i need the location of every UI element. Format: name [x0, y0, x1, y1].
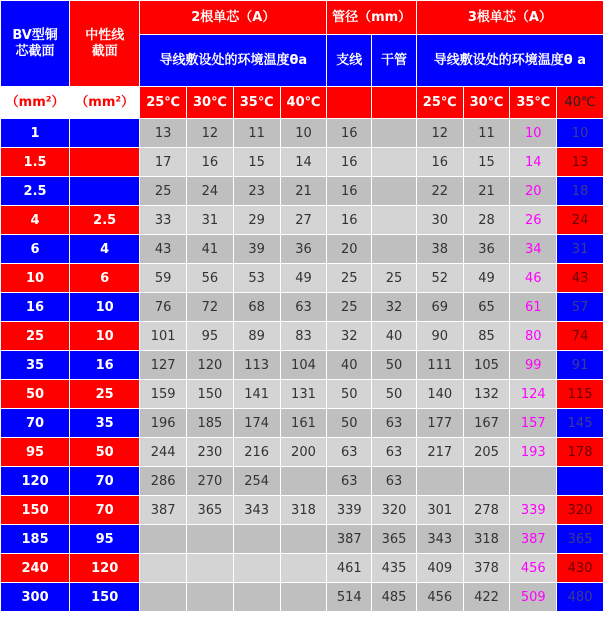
table-row [1, 264, 604, 293]
cell-2core-0: 13 [140, 119, 187, 148]
cell-2core-2 [233, 525, 280, 554]
table-row [1, 235, 604, 264]
table-row [1, 177, 604, 206]
cell-3core-0: 16 [416, 148, 463, 177]
cell-3core-1: 21 [463, 177, 510, 206]
cell-pipe-0: 63 [327, 467, 372, 496]
table-row [1, 380, 604, 409]
cell-section: 120 [1, 467, 70, 496]
header-section-line1: BV型铜 [12, 27, 58, 43]
table-row [1, 206, 604, 235]
header-pipe-branch: 支线 [327, 35, 372, 87]
cell-pipe-0: 339 [327, 496, 372, 525]
header-temp-2core-2: 35℃ [233, 87, 280, 119]
cell-neutral: 150 [70, 583, 140, 612]
cell-section: 6 [1, 235, 70, 264]
cell-section: 25 [1, 322, 70, 351]
cell-section: 1 [1, 119, 70, 148]
cell-neutral: 95 [70, 525, 140, 554]
cell-3core-2: 14 [510, 148, 557, 177]
cell-neutral [70, 177, 140, 206]
table-row [1, 438, 604, 467]
header-temp-2core-0: 25℃ [140, 87, 187, 119]
header-env-temp-2core: 导线敷设处的环境温度θa [140, 35, 327, 87]
cell-2core-3 [280, 583, 327, 612]
cell-pipe-0: 16 [327, 148, 372, 177]
cell-3core-1: 167 [463, 409, 510, 438]
cell-2core-0: 196 [140, 409, 187, 438]
cell-2core-2 [233, 554, 280, 583]
header-group-pipe: 管径（mm） [327, 1, 416, 35]
cell-3core-1: 132 [463, 380, 510, 409]
cell-3core-2: 20 [510, 177, 557, 206]
cell-3core-2: 99 [510, 351, 557, 380]
cell-2core-1: 150 [187, 380, 234, 409]
cell-3core-1: 205 [463, 438, 510, 467]
header-unit-neutral: （mm²） [70, 87, 140, 119]
cell-2core-0 [140, 583, 187, 612]
cell-2core-1: 24 [187, 177, 234, 206]
cell-3core-1: 85 [463, 322, 510, 351]
cell-neutral: 120 [70, 554, 140, 583]
cell-3core-1 [463, 467, 510, 496]
cell-3core-2: 339 [510, 496, 557, 525]
cell-3core-3: 24 [557, 206, 604, 235]
cell-pipe-0: 16 [327, 119, 372, 148]
cell-2core-3 [280, 467, 327, 496]
cell-pipe-1 [372, 206, 417, 235]
header-env-temp-3core: 导线敷设处的环境温度θ a [416, 35, 603, 87]
cell-2core-2: 29 [233, 206, 280, 235]
cell-section: 10 [1, 264, 70, 293]
cell-pipe-1 [372, 235, 417, 264]
cell-2core-2: 68 [233, 293, 280, 322]
cell-3core-3: 480 [557, 583, 604, 612]
cell-2core-3: 21 [280, 177, 327, 206]
cell-3core-0: 111 [416, 351, 463, 380]
cell-3core-2: 80 [510, 322, 557, 351]
cell-pipe-1: 365 [372, 525, 417, 554]
table-row [1, 148, 604, 177]
cell-3core-3: 178 [557, 438, 604, 467]
cell-3core-0: 38 [416, 235, 463, 264]
cell-2core-2: 53 [233, 264, 280, 293]
table-row [1, 496, 604, 525]
cell-pipe-0: 514 [327, 583, 372, 612]
cell-3core-3: 43 [557, 264, 604, 293]
header-row-3 [1, 87, 604, 119]
cell-neutral: 10 [70, 322, 140, 351]
cell-2core-2: 89 [233, 322, 280, 351]
cell-3core-3: 91 [557, 351, 604, 380]
cell-2core-3: 131 [280, 380, 327, 409]
cell-2core-2: 216 [233, 438, 280, 467]
cell-3core-3: 115 [557, 380, 604, 409]
cell-2core-2: 15 [233, 148, 280, 177]
cell-3core-3: 430 [557, 554, 604, 583]
table-row [1, 554, 604, 583]
cell-pipe-0: 63 [327, 438, 372, 467]
cell-neutral: 25 [70, 380, 140, 409]
cell-3core-3: 13 [557, 148, 604, 177]
cell-pipe-1: 320 [372, 496, 417, 525]
cell-section: 185 [1, 525, 70, 554]
header-temp-3core-0: 25℃ [416, 87, 463, 119]
cell-3core-2: 46 [510, 264, 557, 293]
cell-pipe-1 [372, 119, 417, 148]
cell-2core-2: 23 [233, 177, 280, 206]
cell-2core-3: 10 [280, 119, 327, 148]
cell-3core-0: 217 [416, 438, 463, 467]
cell-pipe-1: 63 [372, 438, 417, 467]
header-pipe-blank-1 [327, 87, 372, 119]
cell-2core-3 [280, 554, 327, 583]
table-row [1, 351, 604, 380]
cell-3core-1: 28 [463, 206, 510, 235]
header-row-1 [1, 1, 604, 35]
cell-section: 150 [1, 496, 70, 525]
cell-2core-0: 33 [140, 206, 187, 235]
cell-pipe-0: 50 [327, 380, 372, 409]
cell-3core-3 [557, 467, 604, 496]
cell-2core-2: 39 [233, 235, 280, 264]
header-neutral [70, 1, 140, 87]
cell-3core-1: 36 [463, 235, 510, 264]
cell-2core-2: 343 [233, 496, 280, 525]
cell-2core-0: 387 [140, 496, 187, 525]
cell-pipe-1: 435 [372, 554, 417, 583]
cell-3core-2: 387 [510, 525, 557, 554]
cell-3core-1: 318 [463, 525, 510, 554]
cell-neutral: 70 [70, 467, 140, 496]
cell-3core-0: 30 [416, 206, 463, 235]
header-group-2core: 2根单芯（A） [140, 1, 327, 35]
cell-2core-0: 244 [140, 438, 187, 467]
cell-2core-3: 318 [280, 496, 327, 525]
cell-section: 70 [1, 409, 70, 438]
cell-2core-0: 25 [140, 177, 187, 206]
header-temp-3core-3: 40℃ [557, 87, 604, 119]
header-temp-3core-2: 35℃ [510, 87, 557, 119]
cell-2core-0: 286 [140, 467, 187, 496]
cell-neutral: 2.5 [70, 206, 140, 235]
cell-3core-3: 57 [557, 293, 604, 322]
cell-2core-2: 11 [233, 119, 280, 148]
cell-2core-2: 174 [233, 409, 280, 438]
cell-2core-3: 161 [280, 409, 327, 438]
cell-pipe-1: 25 [372, 264, 417, 293]
cell-neutral: 16 [70, 351, 140, 380]
header-pipe-blank-2 [372, 87, 417, 119]
cell-neutral: 4 [70, 235, 140, 264]
cell-pipe-0: 16 [327, 177, 372, 206]
cell-2core-0: 17 [140, 148, 187, 177]
cell-3core-0: 52 [416, 264, 463, 293]
cell-pipe-0: 40 [327, 351, 372, 380]
header-temp-3core-1: 30℃ [463, 87, 510, 119]
cell-2core-3: 27 [280, 206, 327, 235]
cell-3core-1: 49 [463, 264, 510, 293]
cell-pipe-0: 20 [327, 235, 372, 264]
table-row [1, 409, 604, 438]
cell-2core-1: 56 [187, 264, 234, 293]
header-group-3core: 3根单芯（A） [416, 1, 603, 35]
table-row [1, 525, 604, 554]
cell-2core-3: 36 [280, 235, 327, 264]
cell-3core-0: 22 [416, 177, 463, 206]
cell-2core-3: 104 [280, 351, 327, 380]
cell-2core-1: 185 [187, 409, 234, 438]
cell-2core-2: 254 [233, 467, 280, 496]
cell-2core-1 [187, 554, 234, 583]
cell-2core-3: 49 [280, 264, 327, 293]
cell-pipe-0: 387 [327, 525, 372, 554]
cell-3core-2 [510, 467, 557, 496]
cell-3core-1: 422 [463, 583, 510, 612]
cell-2core-2 [233, 583, 280, 612]
header-neutral-line1: 中性线 [85, 27, 125, 43]
cell-pipe-1: 485 [372, 583, 417, 612]
cell-2core-1: 270 [187, 467, 234, 496]
cell-pipe-0: 32 [327, 322, 372, 351]
cell-2core-0: 59 [140, 264, 187, 293]
cell-3core-3: 320 [557, 496, 604, 525]
cell-3core-3: 365 [557, 525, 604, 554]
cell-pipe-0: 25 [327, 293, 372, 322]
cell-2core-1: 31 [187, 206, 234, 235]
cell-2core-3: 83 [280, 322, 327, 351]
cell-2core-0: 76 [140, 293, 187, 322]
cell-2core-1: 230 [187, 438, 234, 467]
table-row [1, 322, 604, 351]
header-temp-2core-1: 30℃ [187, 87, 234, 119]
cell-3core-0: 140 [416, 380, 463, 409]
cell-neutral [70, 148, 140, 177]
table-row [1, 583, 604, 612]
cell-2core-0: 159 [140, 380, 187, 409]
cell-pipe-1 [372, 148, 417, 177]
cell-3core-2: 124 [510, 380, 557, 409]
header-pipe-main: 干管 [372, 35, 417, 87]
cell-2core-1 [187, 525, 234, 554]
cell-section: 50 [1, 380, 70, 409]
header-neutral-line2: 截面 [91, 43, 118, 59]
cell-pipe-0: 50 [327, 409, 372, 438]
cell-pipe-0: 461 [327, 554, 372, 583]
cell-3core-3: 145 [557, 409, 604, 438]
cell-section: 300 [1, 583, 70, 612]
cell-pipe-1: 40 [372, 322, 417, 351]
cell-section: 16 [1, 293, 70, 322]
cell-2core-0 [140, 554, 187, 583]
cell-2core-0: 43 [140, 235, 187, 264]
table-row [1, 293, 604, 322]
cell-2core-1: 16 [187, 148, 234, 177]
table-row [1, 119, 604, 148]
cell-3core-1: 65 [463, 293, 510, 322]
cell-section: 2.5 [1, 177, 70, 206]
cell-neutral [70, 119, 140, 148]
cell-2core-2: 113 [233, 351, 280, 380]
header-section-line2: 芯截面 [15, 43, 55, 59]
cell-neutral: 10 [70, 293, 140, 322]
cell-3core-2: 157 [510, 409, 557, 438]
cell-3core-2: 61 [510, 293, 557, 322]
cell-3core-0 [416, 467, 463, 496]
cell-neutral: 70 [70, 496, 140, 525]
cell-neutral: 6 [70, 264, 140, 293]
cell-pipe-0: 25 [327, 264, 372, 293]
cell-3core-2: 34 [510, 235, 557, 264]
cell-2core-0: 101 [140, 322, 187, 351]
cell-2core-1: 72 [187, 293, 234, 322]
cell-pipe-0: 16 [327, 206, 372, 235]
cell-2core-0 [140, 525, 187, 554]
cell-2core-3 [280, 525, 327, 554]
cell-section: 1.5 [1, 148, 70, 177]
cell-3core-0: 456 [416, 583, 463, 612]
cell-2core-3: 14 [280, 148, 327, 177]
cell-neutral: 50 [70, 438, 140, 467]
cell-neutral: 35 [70, 409, 140, 438]
cell-pipe-1: 63 [372, 409, 417, 438]
cell-pipe-1: 50 [372, 380, 417, 409]
cell-3core-0: 177 [416, 409, 463, 438]
cell-2core-1 [187, 583, 234, 612]
cell-3core-1: 11 [463, 119, 510, 148]
cell-2core-1: 41 [187, 235, 234, 264]
cell-3core-2: 26 [510, 206, 557, 235]
cell-pipe-1 [372, 177, 417, 206]
cell-2core-1: 95 [187, 322, 234, 351]
cell-3core-1: 278 [463, 496, 510, 525]
cell-3core-0: 409 [416, 554, 463, 583]
cell-3core-1: 15 [463, 148, 510, 177]
cell-2core-1: 12 [187, 119, 234, 148]
cell-3core-0: 69 [416, 293, 463, 322]
cell-3core-3: 10 [557, 119, 604, 148]
cell-section: 95 [1, 438, 70, 467]
cell-3core-0: 90 [416, 322, 463, 351]
cell-section: 4 [1, 206, 70, 235]
cell-3core-0: 12 [416, 119, 463, 148]
cell-2core-1: 365 [187, 496, 234, 525]
cell-pipe-1: 32 [372, 293, 417, 322]
cell-2core-1: 120 [187, 351, 234, 380]
cell-3core-2: 509 [510, 583, 557, 612]
cell-2core-0: 127 [140, 351, 187, 380]
cell-3core-2: 456 [510, 554, 557, 583]
cell-3core-0: 343 [416, 525, 463, 554]
cell-3core-1: 105 [463, 351, 510, 380]
cell-3core-2: 10 [510, 119, 557, 148]
cell-3core-2: 193 [510, 438, 557, 467]
cell-pipe-1: 50 [372, 351, 417, 380]
header-unit-section: （mm²） [1, 87, 70, 119]
cell-2core-3: 200 [280, 438, 327, 467]
cell-3core-3: 31 [557, 235, 604, 264]
cell-3core-3: 74 [557, 322, 604, 351]
cell-3core-0: 301 [416, 496, 463, 525]
cell-2core-3: 63 [280, 293, 327, 322]
cell-pipe-1: 63 [372, 467, 417, 496]
cell-section: 240 [1, 554, 70, 583]
header-temp-2core-3: 40℃ [280, 87, 327, 119]
table-row [1, 467, 604, 496]
header-section [1, 1, 70, 87]
cell-3core-3: 18 [557, 177, 604, 206]
cell-section: 35 [1, 351, 70, 380]
cell-2core-2: 141 [233, 380, 280, 409]
cell-3core-1: 378 [463, 554, 510, 583]
